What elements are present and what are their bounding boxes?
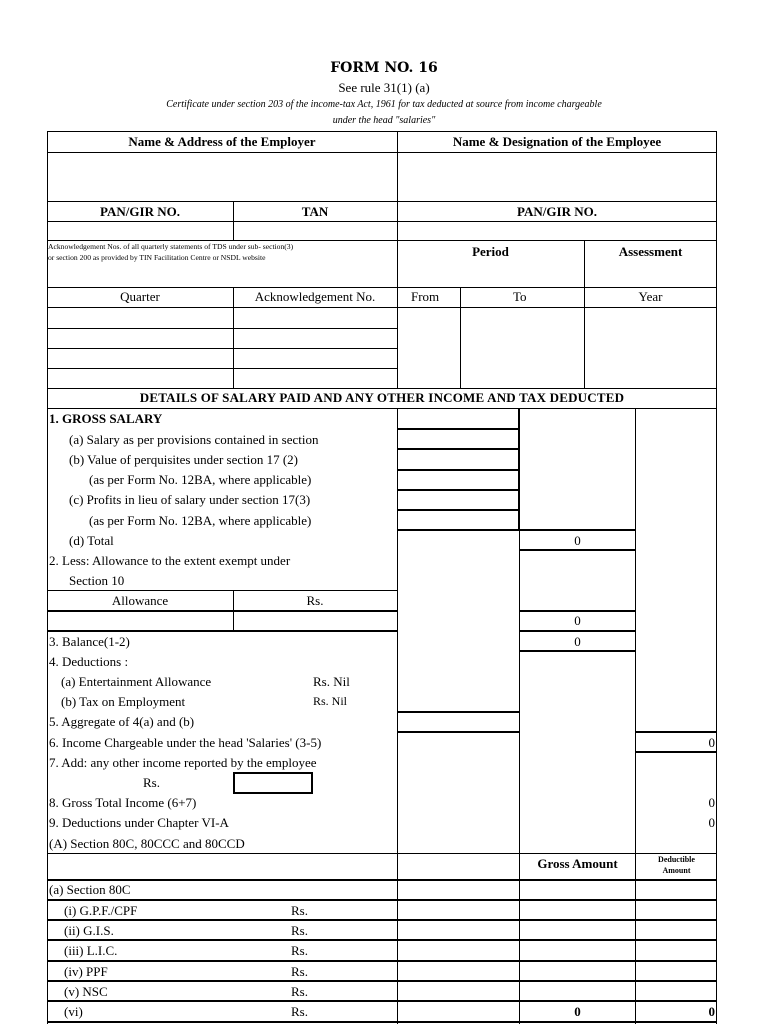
income-chargeable-value: 0 <box>708 735 715 750</box>
tan-header: TAN <box>301 204 329 219</box>
item-vi-deductible-value: 0 <box>708 1004 715 1019</box>
gross-amount-header: Gross Amount <box>537 856 618 871</box>
list-item: (i) G.P.F./CPF <box>64 903 138 918</box>
form-rule: See rule 31(1) (a) <box>338 80 430 95</box>
deductions-via-label: 9. Deductions under Chapter VI-A <box>49 815 229 830</box>
salary-a-label: (a) Salary as per provisions contained in section <box>69 432 319 447</box>
list-item-rs: Rs. <box>291 903 308 918</box>
list-item: (ii) G.I.S. <box>64 923 114 938</box>
list-item-rs: Rs. <box>291 1004 308 1019</box>
deductions-label: 4. Deductions : <box>49 654 129 669</box>
allowance-header: Allowance <box>111 593 169 608</box>
salary-c2-label: (as per Form No. 12BA, where applicable) <box>89 513 312 528</box>
pan-gir-header: PAN/GIR NO. <box>100 204 180 219</box>
gross-total-income-label: 8. Gross Total Income (6+7) <box>49 795 197 810</box>
tax-employment-label: (b) Tax on Employment <box>61 694 186 709</box>
employee-header: Name & Designation of the Employee <box>452 134 662 149</box>
list-item: (iii) L.I.C. <box>64 943 118 958</box>
deductible-amount-header: Amount <box>662 866 691 875</box>
list-item: (v) NSC <box>64 984 108 999</box>
ack-note-line-2: or section 200 as provided by TIN Facilitation Centre or NSDL website <box>48 253 266 262</box>
add-other-income-rs: Rs. <box>143 775 160 790</box>
gross-salary-label: 1. GROSS SALARY <box>49 411 163 426</box>
allowance-rs-header: Rs. <box>306 593 324 608</box>
entertainment-rs: Rs. Nil <box>313 674 350 689</box>
quarter-header: Quarter <box>120 289 160 304</box>
entertainment-label: (a) Entertainment Allowance <box>61 674 212 689</box>
tax-employment-rs: Rs. Nil <box>313 694 348 708</box>
list-item-rs: Rs. <box>291 923 308 938</box>
details-title: DETAILS OF SALARY PAID AND ANY OTHER INCOME AND TAX DEDUCTED <box>139 390 625 405</box>
list-item: (vi) <box>64 1004 83 1019</box>
less-allowance-label: 2. Less: Allowance to the extent exempt under <box>49 553 291 568</box>
salary-c-label: (c) Profits in lieu of salary under section 17(3) <box>69 492 311 507</box>
balance-label: 3. Balance(1-2) <box>49 634 130 649</box>
list-item-rs: Rs. <box>291 984 308 999</box>
assessment-header: Assessment <box>618 244 683 259</box>
list-item-rs: Rs. <box>291 943 308 958</box>
aggregate-label: 5. Aggregate of 4(a) and (b) <box>49 714 195 729</box>
to-header: To <box>513 289 527 304</box>
total-value: 0 <box>574 533 581 548</box>
from-header: From <box>411 289 440 304</box>
pan-gir-employee-header: PAN/GIR NO. <box>517 204 597 219</box>
income-chargeable-label: 6. Income Chargeable under the head 'Salaries' (3-5) <box>49 735 322 750</box>
list-item: (iv) PPF <box>64 964 108 979</box>
list-item-rs: Rs. <box>291 964 308 979</box>
ack-note-line-1: Acknowledgement Nos. of all quarterly statements of TDS under sub- section(3) <box>48 242 294 251</box>
form-title: FORM NO. 16 <box>330 60 438 76</box>
add-other-income-label: 7. Add: any other income reported by the employee <box>49 755 317 770</box>
gross-total-income-value: 0 <box>708 795 715 810</box>
allowance-total-value: 0 <box>574 613 581 628</box>
certificate-line-2: under the head "salaries" <box>332 115 436 126</box>
year-header: Year <box>638 289 663 304</box>
total-label: (d) Total <box>69 533 114 548</box>
section-80c-label: (a) Section 80C <box>49 882 131 897</box>
ack-no-header: Acknowledgement No. <box>254 289 376 304</box>
salary-b-label: (b) Value of perquisites under section 17 (2) <box>69 452 299 467</box>
employer-header: Name & Address of the Employer <box>128 134 316 149</box>
item-vi-gross-value: 0 <box>574 1004 581 1019</box>
balance-value: 0 <box>574 634 581 649</box>
deductible-header: Deductible <box>658 855 695 864</box>
section10-label: Section 10 <box>69 573 125 588</box>
deductions-via-value: 0 <box>708 815 715 830</box>
salary-b2-label: (as per Form No. 12BA, where applicable) <box>89 472 312 487</box>
period-header: Period <box>472 244 509 259</box>
certificate-line-1: Certificate under section 203 of the income-tax Act, 1961 for tax deducted at source from income chargeable <box>166 99 602 110</box>
section-a-label: (A) Section 80C, 80CCC and 80CCD <box>49 836 245 851</box>
